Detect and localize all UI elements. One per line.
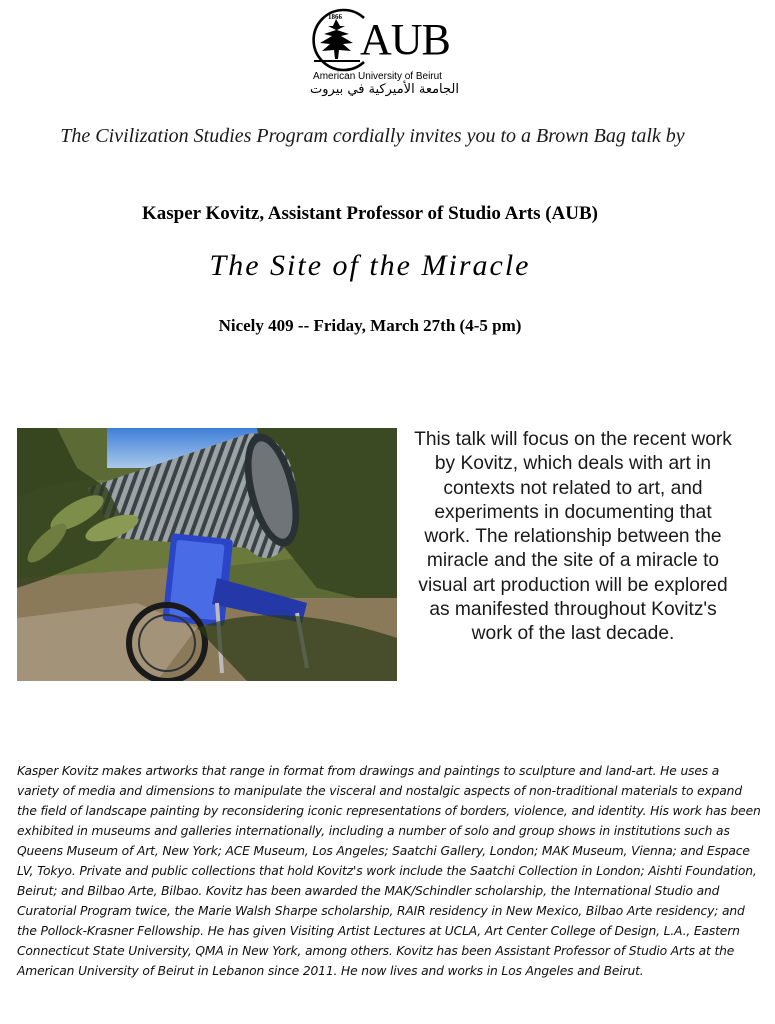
artwork-photo bbox=[17, 428, 397, 681]
talk-abstract: This talk will focus on the recent work by Kovitz, which deals with art in contexts not related to art, and experiments in documenting that work. The relationship between the miracle and the site of a miracle to visual art production will be explored as manifested throughout Kovitz's work of the last decade. bbox=[414, 429, 732, 645]
venue-date-time: Nicely 409 -- Friday, March 27th (4-5 pm) bbox=[218, 316, 522, 335]
logo-year: 1866 bbox=[328, 13, 342, 21]
speaker-name: Kasper Kovitz, Assistant Professor of Studio Arts (AUB) bbox=[142, 203, 598, 224]
logo-abbreviation: AUB bbox=[360, 15, 450, 64]
talk-title: The Site of the Miracle bbox=[209, 249, 531, 282]
logo-university-name-arabic: الجامعة الأميركية في بيروت bbox=[310, 82, 459, 97]
aub-logo bbox=[300, 4, 459, 100]
invitation-line: The Civilization Studies Program cordially invites you to a Brown Bag talk by bbox=[60, 125, 685, 147]
speaker-bio: Kasper Kovitz makes artworks that range in format from drawings and paintings to sculpture and land-art. He uses a variety of media and dimensions to manipulate the visceral and nostalgic aspects of non-traditional materials to expand the field of landscape painting by reconsidering iconic representations of borders, violence, and identity. His work has been exhibited in museums and galleries internationally, including a number of solo and group shows in institutions such as Queens Museum of Art, New York; ACE Museum, Los Angeles; Saatchi Gallery, London; MAK Museum, Vienna; and Espace LV, Tokyo. Private and public collections that hold Kovitz's work include the Saatchi Collection in London; Aishti Foundation, Beirut; and Bilbao Arte, Bilbao. Kovitz has been awarded the MAK/Schindler scholarship, the International Studio and Curatorial Program twice, the Marie Walsh Sharpe scholarship, RAIR residency in New Mexico, Bilbao Arte residency; and the Pollock-Krasner Fellowship. He has given Visiting Artist Lectures at UCLA, Art Center College of Design, L.A., Eastern Connecticut State University, QMA in New York, among others. Kovitz has been Assistant Professor of Studio Arts at the American University of Beirut in Lebanon since 2011. He now lives and works in Los Angeles and Beirut. bbox=[17, 764, 761, 978]
logo-university-name: American University of Beirut bbox=[313, 71, 442, 82]
